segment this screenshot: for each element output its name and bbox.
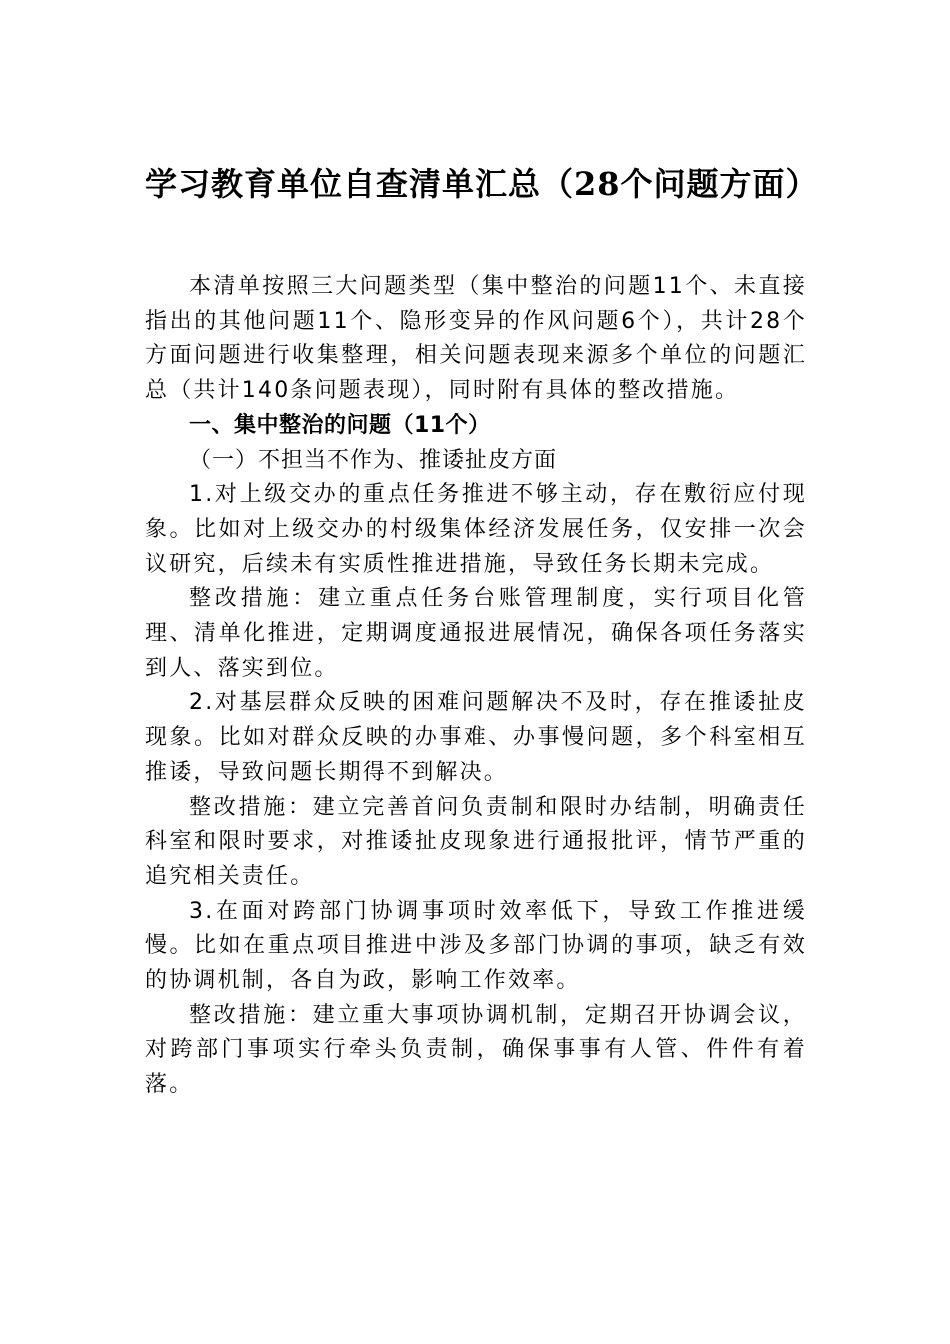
problem-paragraph-1: 1.对上级交办的重点任务推进不够主动，存在敷衍应付现象。比如对上级交办的村级集体经济发展任务，仅安排一次会议研究，后续未有实质性推进措施，导致任务长期未完成。: [145, 482, 807, 577]
document-page: [145, 0, 819, 1103]
problem-paragraph-3: 3.在面对跨部门协调事项时效率低下，导致工作推进缓慢。比如在重点项目推进中涉及多部门协调的事项，缺乏有效的协调机制，各自为政，影响工作效率。: [145, 898, 807, 994]
document-body: [145, 270, 807, 1103]
section-heading: 一、集中整治的问题（11个）: [189, 412, 491, 438]
measure-paragraph-2: 整改措施：建立完善首问负责制和限时办结制，明确责任科室和限时要求，对推诿扯皮现象进行通报批评，情节严重的追究相关责任。: [145, 794, 807, 889]
problem-paragraph-2: 2.对基层群众反映的困难问题解决不及时，存在推诿扯皮现象。比如对群众反映的办事难、办事慢问题，多个科室相互推诿，导致问题长期得不到解决。: [145, 690, 807, 785]
measure-paragraph-3: 整改措施：建立重大事项协调机制，定期召开协调会议，对跨部门事项实行牵头负责制，确保事事有人管、件件有着落。: [145, 1002, 807, 1098]
document-title: 学习教育单位自查清单汇总（28个问题方面）: [145, 165, 819, 203]
measure-paragraph-1: 整改措施：建立重点任务台账管理制度，实行项目化管理、清单化推进，定期调度通报进展情况，确保各项任务落实到人、落实到位。: [145, 586, 807, 681]
intro-paragraph: 本清单按照三大问题类型（集中整治的问题11个、未直接指出的其他问题11个、隐形变异的作风问题6个），共计28个方面问题进行收集整理，相关问题表现来源多个单位的问题汇总（共计140条问题表现），同时附有具体的整改措施。: [145, 274, 807, 404]
subsection-heading: （一）不担当不作为、推诿扯皮方面: [189, 447, 558, 473]
